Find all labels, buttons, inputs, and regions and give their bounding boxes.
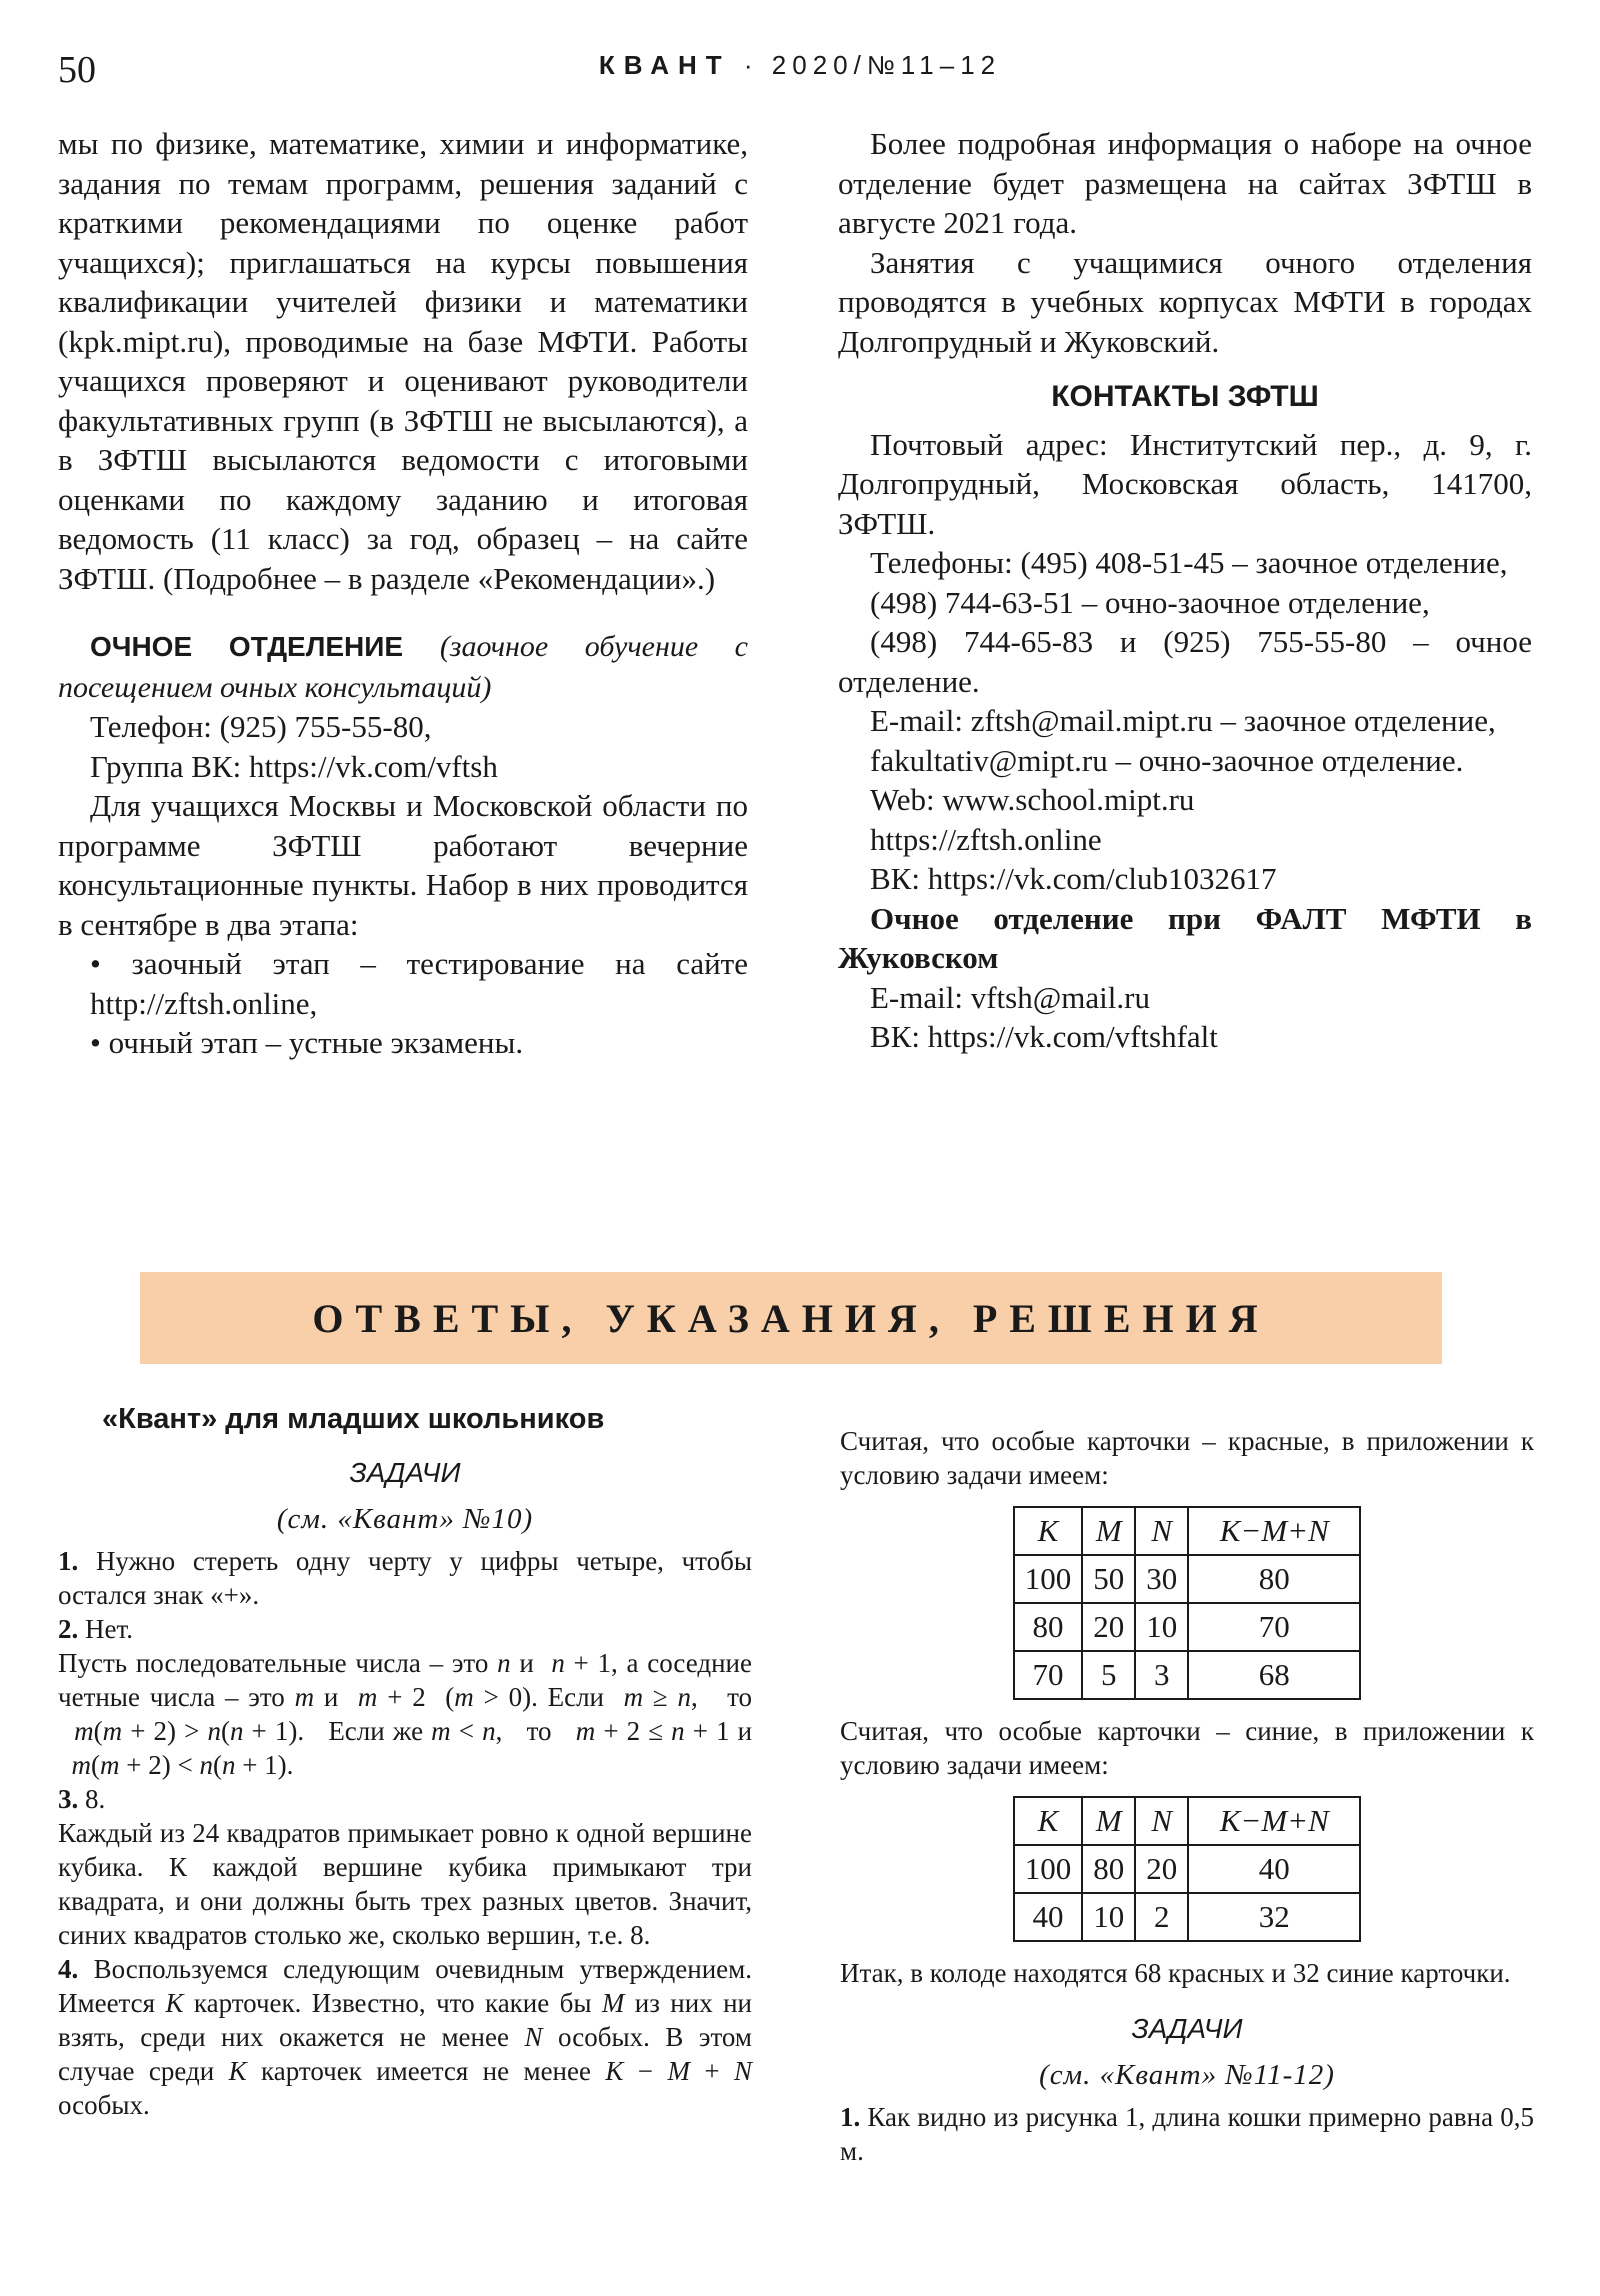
table-row: 100 50 30 80 — [1014, 1555, 1361, 1603]
tasks-label: ЗАДАЧИ — [1131, 2013, 1243, 2044]
falt-heading: Очное отделение при ФАЛТ МФТИ в Жуковском — [838, 900, 1532, 975]
table-header-row: K M N K−M+N — [1014, 1797, 1361, 1845]
answer-3-text: Каждый из 24 квадратов примыкает ровно к одной вершине кубика. К каждой вершине кубика примыкают три квадрата, и они должны быть трех разных цветов. Значит, синих квадратов столько же, сколько вершин, т.е. 8. — [58, 1818, 752, 1950]
paragraph: Для учащихся Москвы и Московской области по программе ЗФТШ работают вечерние консультационные пункты. Набор в них проводится в сентябре в два этапа: — [58, 788, 748, 942]
issue-number: 2020/№11–12 — [771, 50, 1002, 80]
falt-email: E-mail: vftsh@mail.ru — [870, 979, 1150, 1015]
rubric-heading: «Квант» для младших школьников — [102, 1403, 605, 1435]
bullet-item: • очный этап – устные экзамены. — [90, 1025, 524, 1060]
phones-line: Телефоны: (495) 408-51-45 – заочное отделение, — [870, 545, 1508, 580]
phone-line: Телефон: (925) 755-55-80, — [90, 709, 432, 744]
table-header-row: K M N K−M+N — [1014, 1507, 1361, 1555]
top-left-column — [58, 124, 748, 1063]
answer-4: 4. Воспользуемся следующим очевидным утверждением. Имеется K карточек. Известно, что какие бы M из них ни взять, среди них окажется не менее N особых. В этом случае среди K карточек имеется не менее K − M + N особых. — [58, 1954, 753, 2120]
answer-2: 2. Нет. — [58, 1614, 134, 1644]
vk-group-line: Группа ВК: https://vk.com/vftsh — [90, 748, 498, 784]
section-title: ОЧНОЕ ОТДЕЛЕНИЕ — [90, 631, 404, 662]
blue-cards-intro: Считая, что особые карточки – синие, в приложении к условию задачи имеем: — [840, 1716, 1534, 1780]
postal-address: Почтовый адрес: Институтский пер., д. 9, г. Долгопрудный, Московская область, 141700, ЗФТШ. — [838, 426, 1532, 541]
page-number: 50 — [58, 49, 96, 91]
table-row: 40 10 2 32 — [1014, 1893, 1361, 1941]
falt-vk: ВК: https://vk.com/vftshfalt — [870, 1019, 1218, 1054]
bullet-dot-icon: • — [90, 946, 132, 981]
table-row: 80 20 10 70 — [1014, 1603, 1361, 1651]
top-right-column — [838, 124, 1532, 1057]
answer-1: 1. Нужно стереть одну черту у цифры четыре, чтобы остался знак «+». — [58, 1546, 753, 1610]
see-reference: (см. «Квант» №10) — [276, 1503, 534, 1535]
table-row: 100 80 20 40 — [1014, 1845, 1361, 1893]
bottom-right-column — [840, 1424, 1534, 2168]
vk-line: ВК: https://vk.com/club1032617 — [870, 861, 1277, 896]
red-cards-table — [1013, 1506, 1362, 1700]
web-line: https://zftsh.online — [870, 821, 1102, 857]
email-line: E-mail: zftsh@mail.mipt.ru – заочное отделение, — [870, 703, 1496, 738]
phones-line: (498) 744-63-51 – очно-заочное отделение, — [870, 584, 1430, 620]
journal-name: КВАНТ — [598, 50, 731, 80]
bottom-left-column — [58, 1402, 752, 2122]
answer-2-text: Пусть последовательные числа – это n и n + 1, а соседние четные числа – это m и m + 2 (m > 0). Если m ≥ n, то m(m + 2) > n(n + 1). Если же m < n, то m + 2 ≤ n + 1 и m(m + 2) < n(n + 1). — [58, 1648, 753, 1780]
section-banner: ОТВЕТЫ, УКАЗАНИЯ, РЕШЕНИЯ — [140, 1272, 1442, 1364]
paragraph: Более подробная информация о наборе на очное отделение будет размещена на сайтах ЗФТШ в августе 2021 года. — [838, 126, 1532, 240]
conclusion: Итак, в колоде находятся 68 красных и 32 синие карточки. — [840, 1958, 1511, 1988]
web-line: Web: www.school.mipt.ru — [870, 782, 1195, 817]
table-row: 70 5 3 68 — [1014, 1651, 1361, 1699]
contacts-heading: КОНТАКТЫ ЗФТШ — [1051, 380, 1319, 413]
email-line: fakultativ@mipt.ru – очно-заочное отделение. — [870, 742, 1464, 778]
header-separator: · — [743, 50, 772, 80]
red-cards-intro: Считая, что особые карточки – красные, в приложении к условию задачи имеем: — [840, 1426, 1534, 1490]
tasks-label: ЗАДАЧИ — [349, 1457, 461, 1488]
paragraph: мы по физике, математике, химии и информатике, задания по темам программ, решения заданий с краткими рекомендациями по оценке работ учащихся); приглашаться на курсы повышения квалификации учителей физики и математики (kpk.mipt.ru), проводимые на базе МФТИ. Работы учащихся проверяют и оценивают руководители факультативных групп (в ЗФТШ не высылаются), а в ЗФТШ высылаются ведомости с итоговыми оценками по каждому заданию и итоговая ведомость (11 класс) за год, образец – на сайте ЗФТШ. (Подробнее – в разделе «Рекомендации».) — [58, 126, 748, 596]
phones-line: (498) 744-65-83 и (925) 755-55-80 – очное отделение. — [838, 624, 1532, 699]
paragraph: Занятия с учащимися очного отделения проводятся в учебных корпусах МФТИ в городах Долгопрудный и Жуковский. — [838, 244, 1532, 359]
answer-b1: 1. Как видно из рисунка 1, длина кошки примерно равна 0,5 м. — [840, 2102, 1534, 2166]
section-subtitle: (заочное обучение с посещением очных консультаций) — [58, 630, 748, 704]
running-header — [0, 50, 1600, 81]
bullet-dot-icon: • — [90, 1025, 109, 1060]
section-heading-ochnoe — [58, 626, 748, 707]
see-reference: (см. «Квант» №11-12) — [1039, 2059, 1335, 2091]
blue-cards-table — [1013, 1796, 1362, 1942]
bullet-item: • заочный этап – тестирование на сайте http://zftsh.online, — [90, 946, 748, 1021]
answer-3: 3. 8. — [58, 1784, 106, 1814]
